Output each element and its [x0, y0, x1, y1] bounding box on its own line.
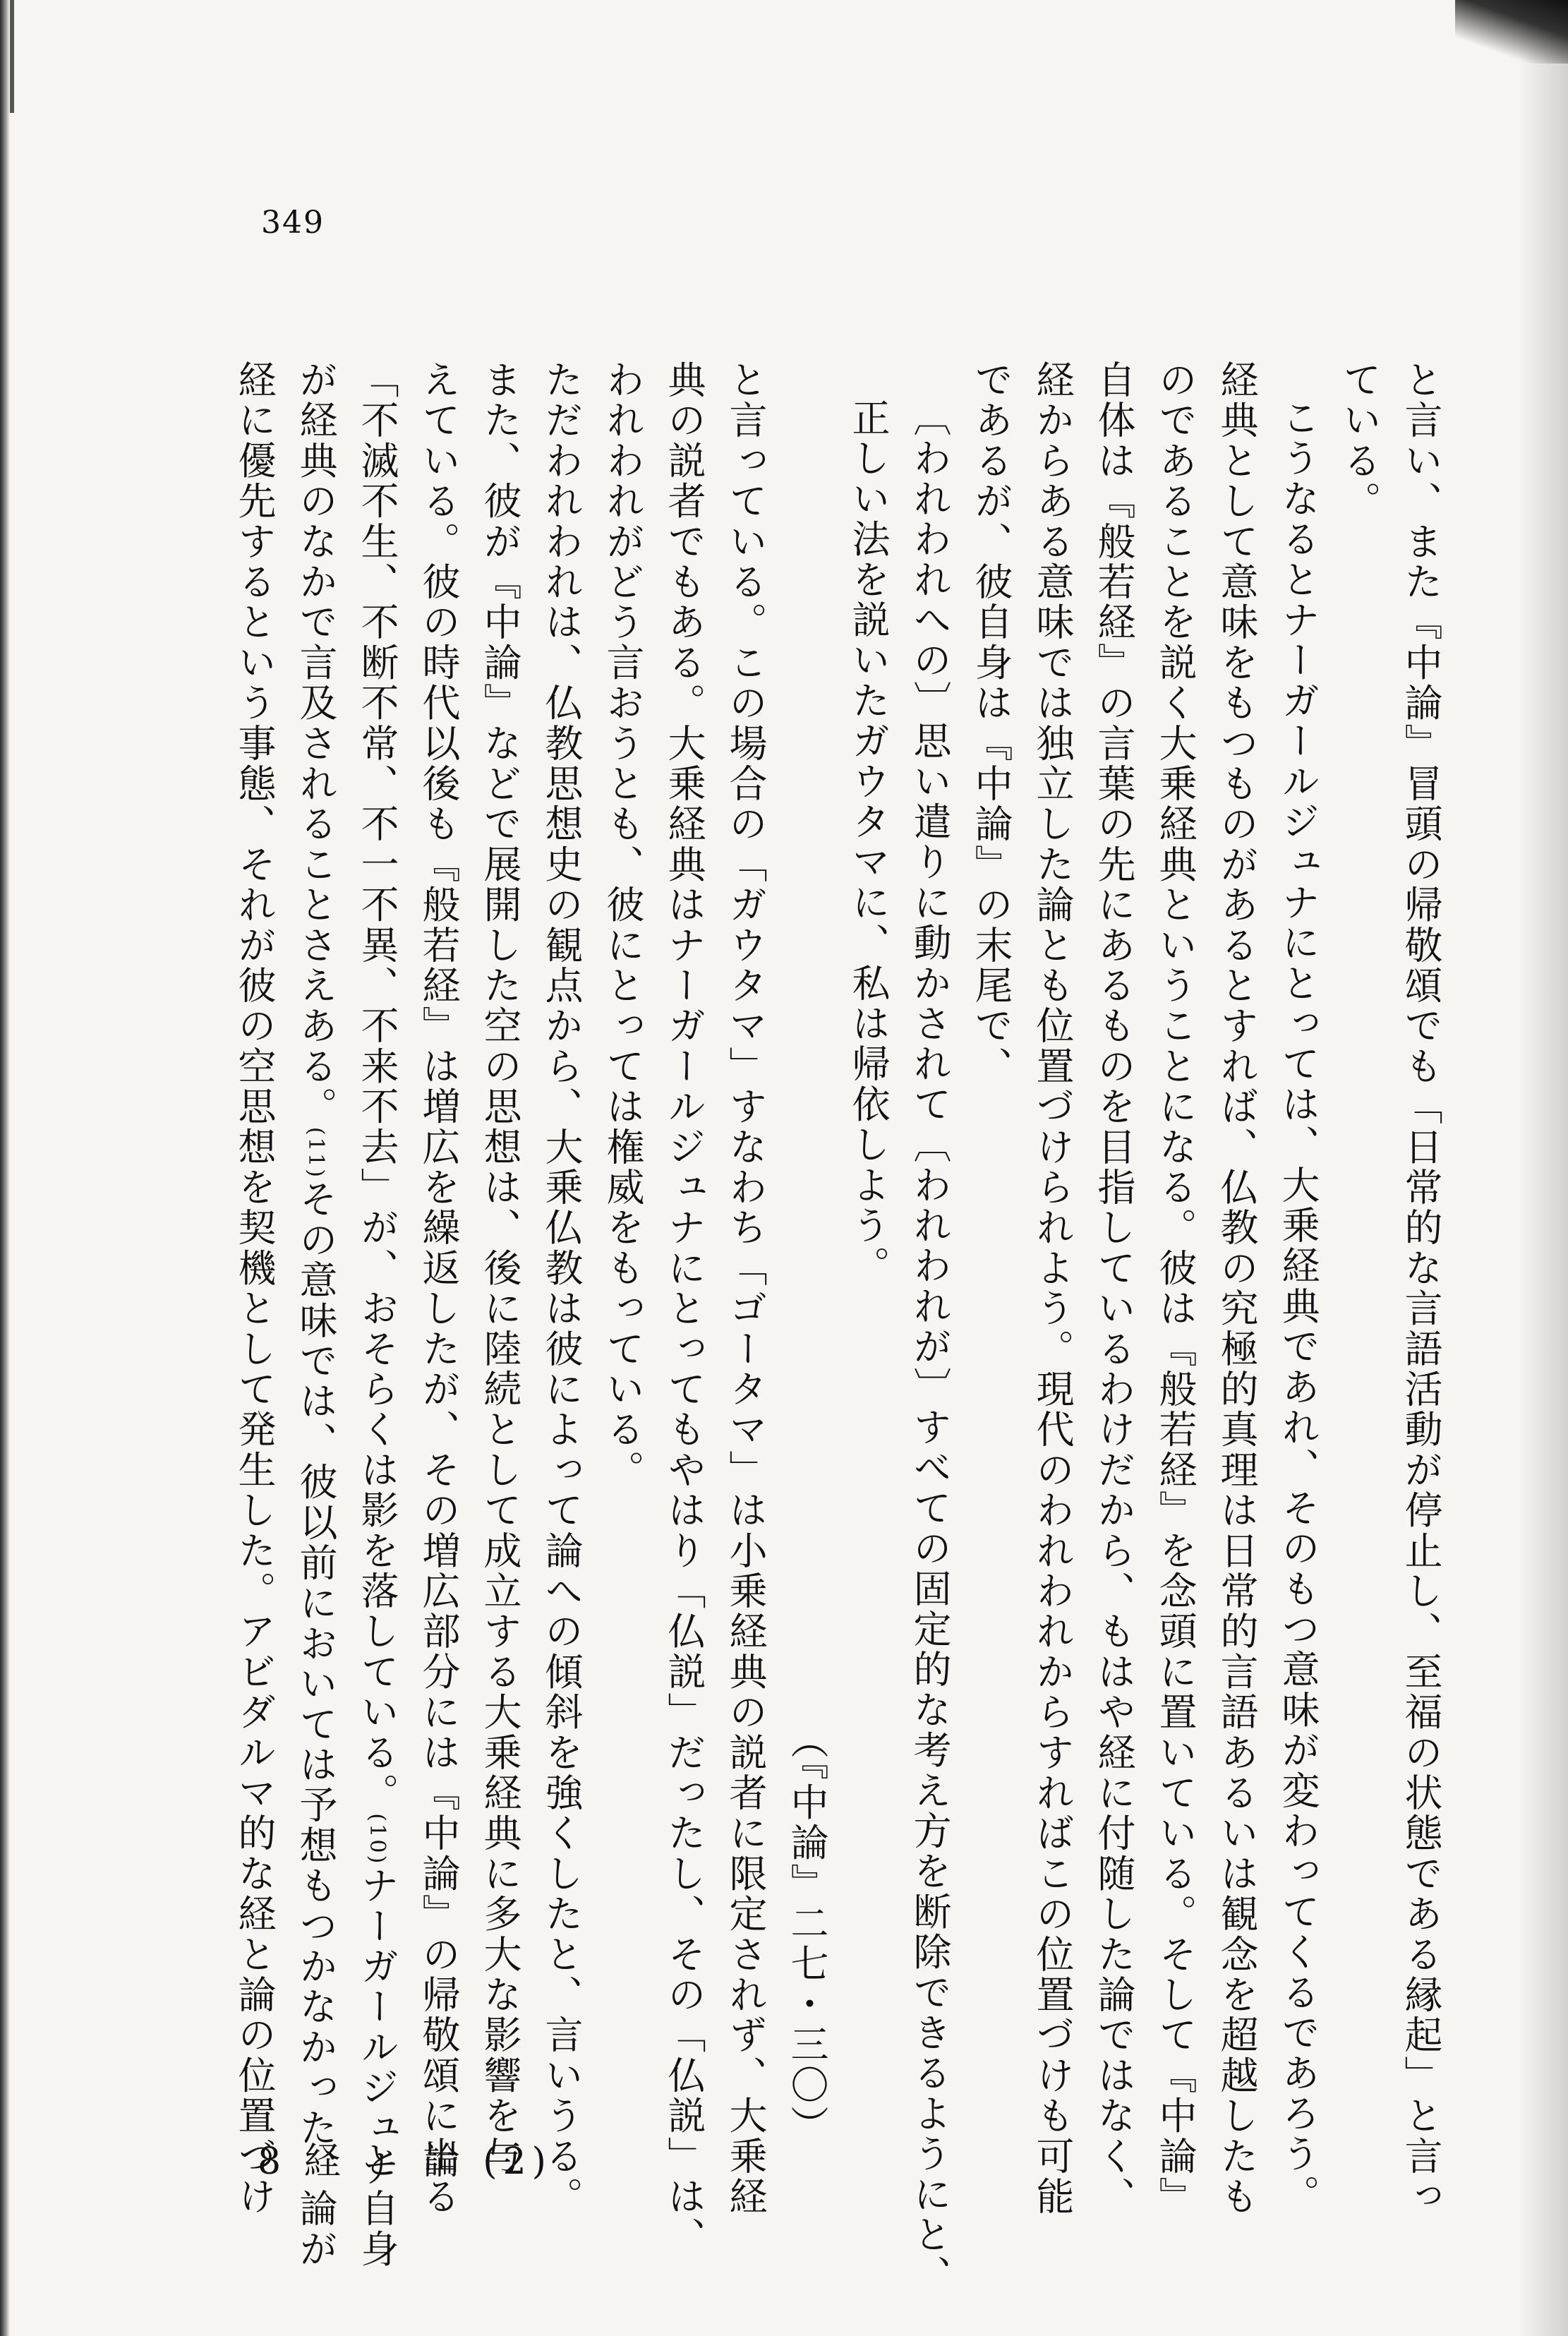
- text-line: われわれがどう言おうとも、彼にとっては権威をもっている。: [601, 360, 645, 1491]
- quote-line: 〔われわれへの〕思い遣りに動かされて〔われわれが〕すべての固定的な考え方を断除できるようにと、: [907, 398, 952, 2296]
- text-line: こうなるとナーガールジュナにとっては、大乗経典であれ、そのもつ意味が変わってくるであろう。: [1276, 398, 1320, 2215]
- text-line: 経典として意味をもつものがあるとすれば、仏教の究極的真理は日常的言語あるいは観念を超越したも: [1214, 360, 1259, 2217]
- page-number: 349: [261, 205, 325, 241]
- text-line: ている。: [1337, 360, 1382, 522]
- quote-text: 正しい法を説いたガウタマに、私は帰依しよう。: [846, 398, 891, 1287]
- text-line: [285, 360, 346, 2270]
- quote-citation: （『中論』二七・三〇）: [785, 1720, 829, 2145]
- scan-edge-mark: [10, 0, 14, 113]
- text-segment: その意味では、彼以前においては予想もつかなかった、論が: [294, 1179, 338, 2270]
- quote-line: [838, 360, 899, 2145]
- text-line: であるが、彼自身は『中論』の末尾で、: [969, 360, 1013, 1087]
- running-footer: 8 経 と 論 (2): [258, 2141, 552, 2183]
- footnote-ref: (11): [303, 1126, 328, 1180]
- scan-corner-top: [1455, 0, 1568, 64]
- text-line: と言い、また『中論』冒頭の帰敬頌でも「日常的な言語活動が停止し、至福の状態である縁起」と言っ: [1399, 360, 1443, 2217]
- scan-shadow-right: [1519, 0, 1568, 2336]
- text-line: と言っている。この場合の「ガウタマ」すなわち「ゴータマ」は小乗経典の説者に限定されず、大乗経: [723, 360, 768, 2217]
- text-line: 自体は『般若経』の言葉の先にあるものを目指しているわけだから、もはや経に付随した論ではなく、: [1092, 360, 1136, 2217]
- footnote-ref: (10): [365, 1813, 390, 1866]
- text-line: えている。彼の時代以後も『般若経』は増広を繰返したが、その増広部分には『中論』の帰敬頌に出る: [416, 360, 461, 2217]
- text-line: 経からある意味では独立した論とも位置づけられよう。現代のわれわれからすればこの位置づけも可能: [1030, 360, 1075, 2217]
- scan-edge-left: [0, 0, 10, 2336]
- text-line: 典の説者でもある。大乗経典はナーガールジュナにとってもやはり「仏説」だったし、その「仏説」は、: [662, 360, 706, 2258]
- text-segment: ナーガールジュナ自身: [355, 1865, 399, 2270]
- text-line: ただわれわれは、仏教思想史の観点から、大乗仏教は彼によって論への傾斜を強くしたと、言いうる。: [539, 360, 584, 2217]
- text-segment: が経典のなかで言及されることさえある。: [294, 360, 338, 1127]
- text-line: また、彼が『中論』などで展開した空の思想は、後に陸続として成立する大乗経典に多大な影響を与: [478, 360, 522, 2177]
- text-segment: 「不滅不生、不断不常、不一不異、不来不去」が、おそらくは影を落している。: [355, 360, 399, 1814]
- text-line: [346, 360, 408, 2270]
- text-line: のであることを説く大乗経典ということになる。彼は『般若経』を念頭に置いている。そして『中論』: [1153, 360, 1198, 2217]
- text-line: 経に優先するという事態、それが彼の空思想を契機として発生した。アビダルマ的な経と論の位置づけ: [232, 360, 277, 2217]
